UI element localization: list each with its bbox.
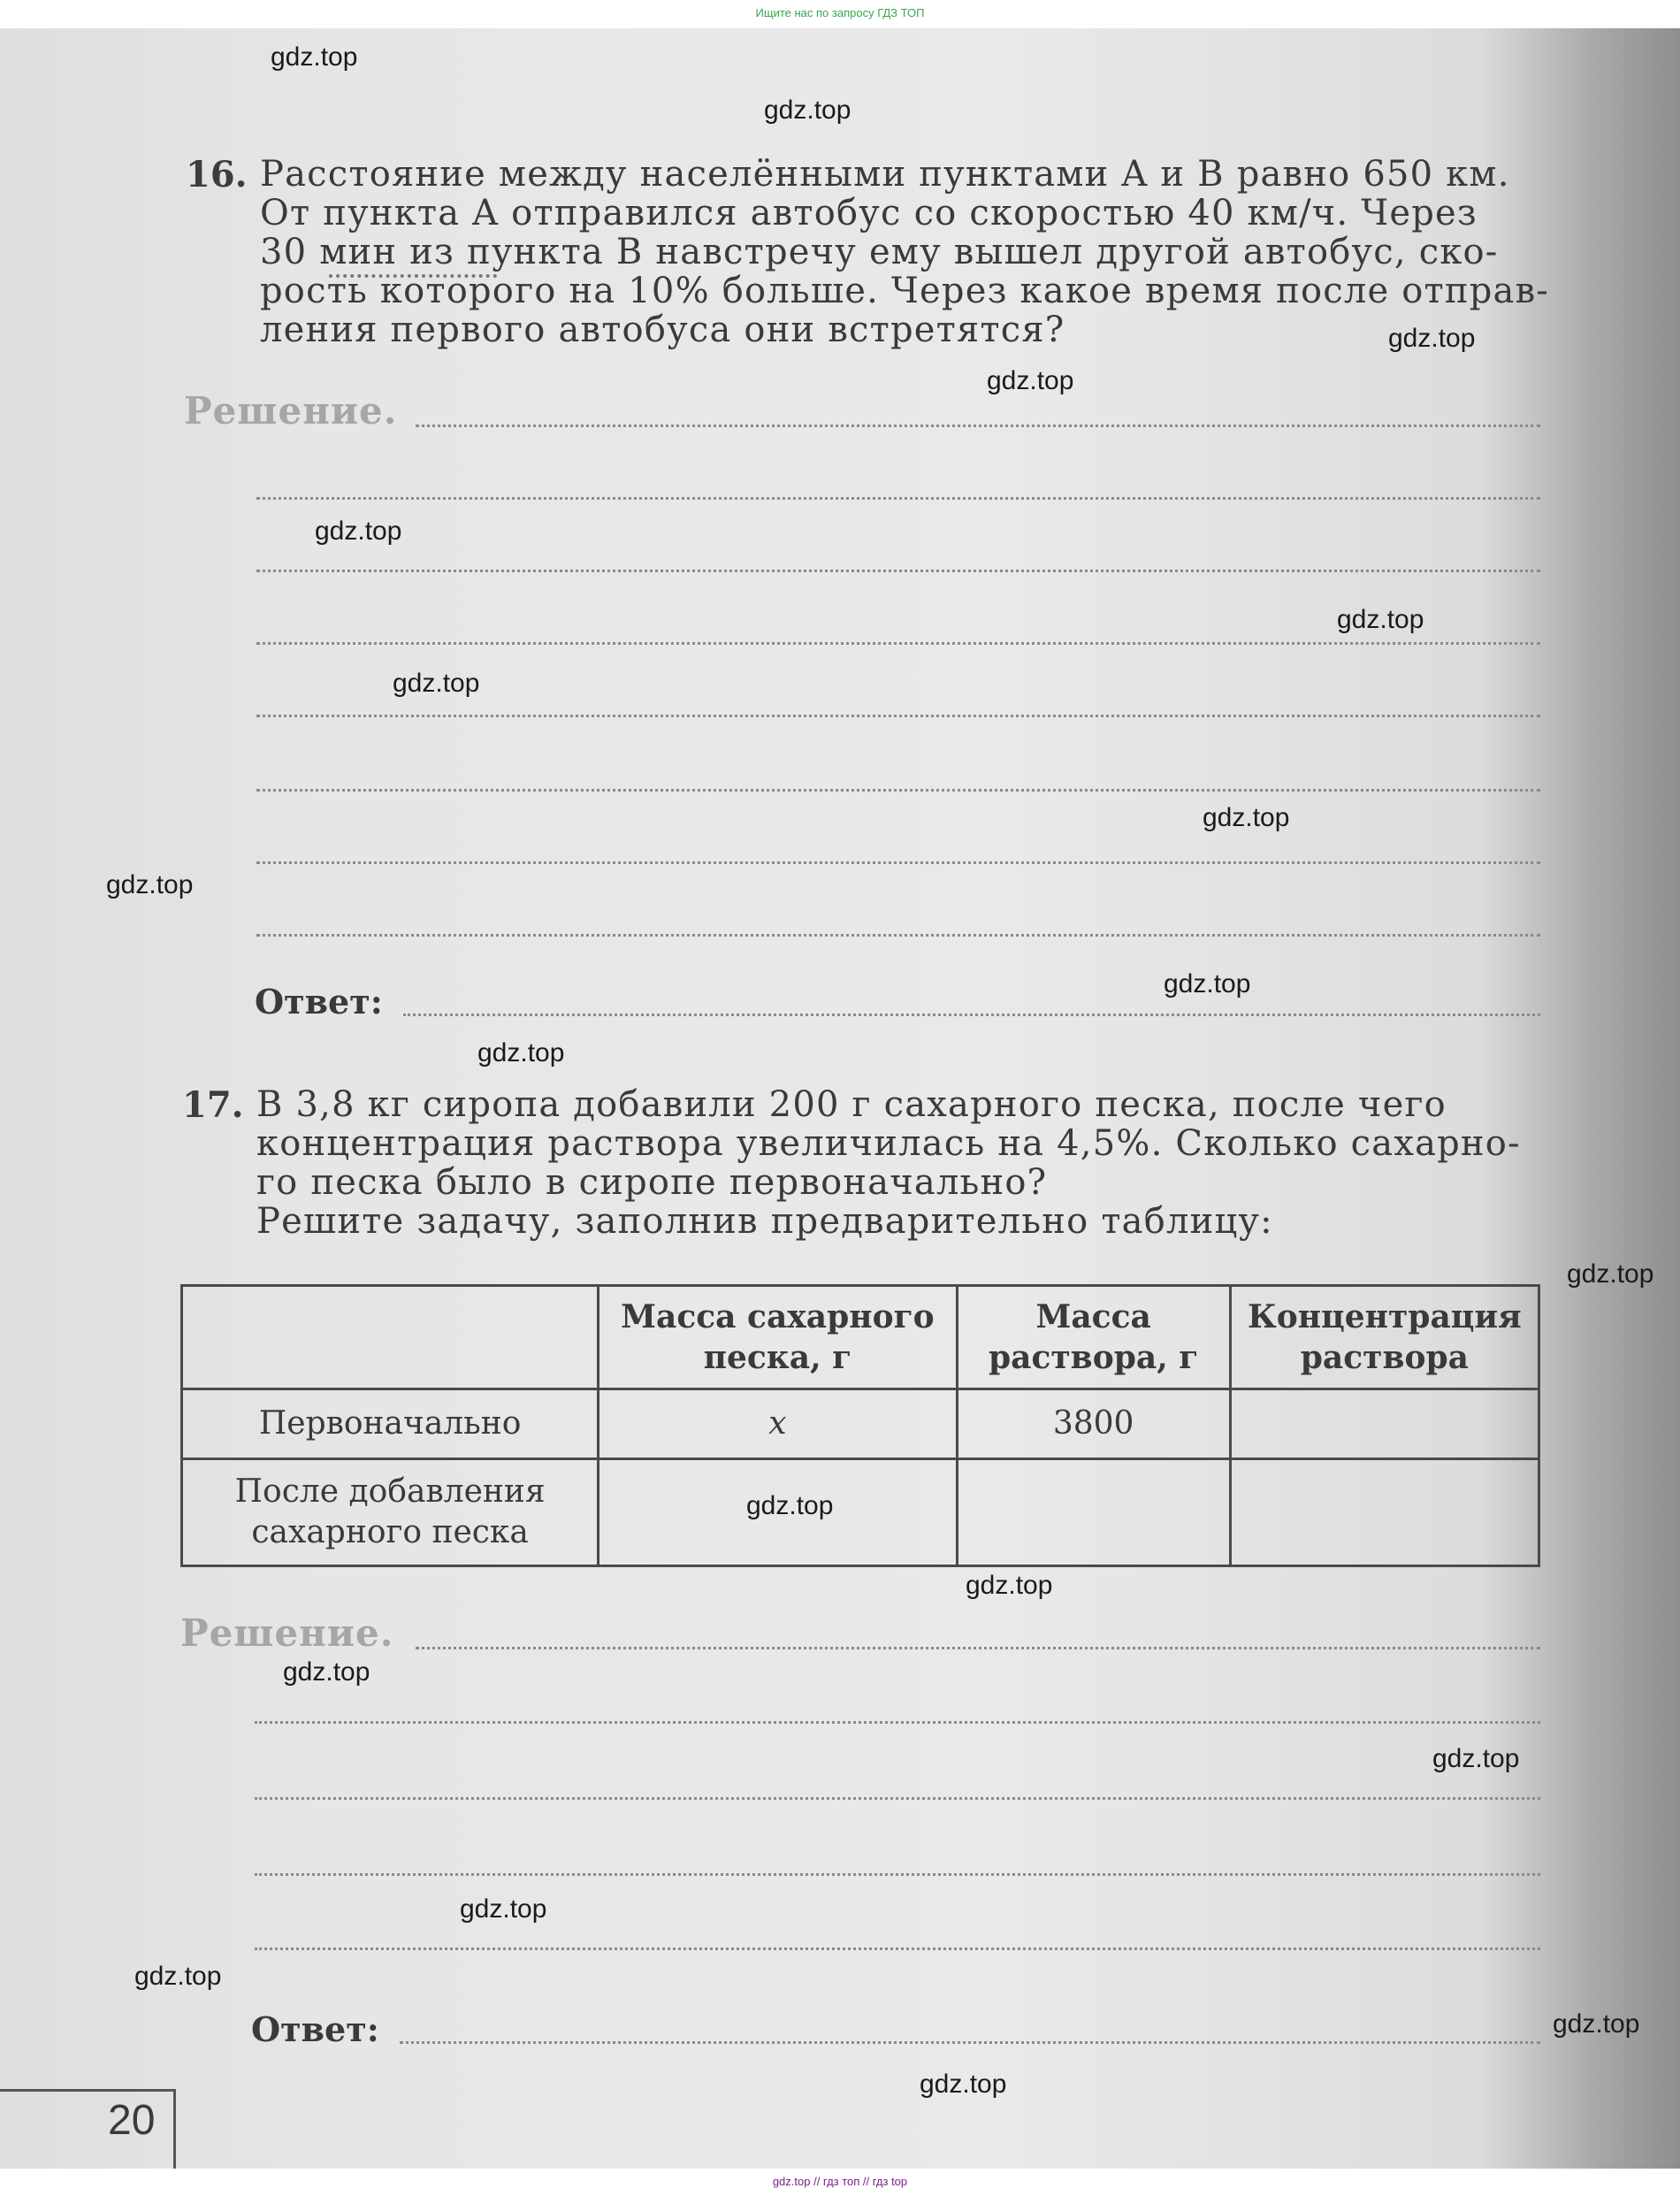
table-cell[interactable] — [957, 1459, 1230, 1566]
watermark: gdz.top — [271, 42, 358, 72]
answer-line[interactable] — [400, 2041, 1540, 2044]
answer-line[interactable] — [255, 1721, 1540, 1724]
bottom-banner[interactable]: gdz.top // гдз топ // гдз top — [772, 2175, 908, 2188]
watermark: gdz.top — [106, 870, 194, 899]
watermark: gdz.top — [1164, 969, 1251, 999]
task-17-line-4: Решите задачу, заполнив предварительно таблицу: — [256, 1201, 1273, 1242]
task-17-solution-label: Решение. — [180, 1611, 394, 1655]
watermark: gdz.top — [283, 1657, 370, 1687]
watermark: gdz.top — [393, 669, 480, 698]
task-16-line-5: ления первого автобуса они встретятся? — [260, 310, 1065, 350]
answer-line[interactable] — [256, 570, 1540, 572]
answer-line[interactable] — [256, 497, 1540, 500]
textbook-page — [0, 28, 1680, 2169]
table-row — [182, 1459, 1539, 1566]
watermark: gdz.top — [1203, 803, 1290, 832]
watermark: gdz.top — [920, 2070, 1007, 2099]
task-16-answer-label: Ответ: — [255, 982, 383, 1021]
answer-line[interactable] — [256, 934, 1540, 937]
task-17-line-1: В 3,8 кг сиропа добавили 200 г сахарного песка, после чего — [256, 1084, 1447, 1125]
answer-line[interactable] — [256, 715, 1540, 717]
watermark: gdz.top — [134, 1962, 222, 1991]
watermark: gdz.top — [1567, 1259, 1654, 1289]
table-header-cell: Масса раствора, г — [957, 1286, 1230, 1389]
task-17-answer-label: Ответ: — [251, 2009, 379, 2049]
table-cell[interactable] — [1230, 1459, 1539, 1566]
answer-line[interactable] — [403, 1014, 1540, 1016]
answer-line[interactable] — [255, 1797, 1540, 1800]
answer-line[interactable] — [255, 1873, 1540, 1876]
answer-line[interactable] — [255, 1947, 1540, 1950]
task-16-solution-label: Решение. — [184, 389, 398, 432]
answer-line[interactable] — [256, 861, 1540, 864]
answer-line[interactable] — [416, 1647, 1540, 1649]
task-16-line-3: 30 мин из пункта B навстречу ему вышел другой автобус, ско- — [260, 232, 1499, 272]
answer-line[interactable] — [416, 425, 1540, 427]
watermark: gdz.top — [1337, 605, 1424, 634]
concentration-table — [180, 1284, 1540, 1567]
table-header-cell — [182, 1286, 599, 1389]
watermark: gdz.top — [746, 1491, 834, 1520]
table-cell: После добавления сахарного песка — [182, 1459, 599, 1566]
table-header-row — [182, 1286, 1539, 1389]
watermark: gdz.top — [966, 1571, 1053, 1600]
table-cell[interactable] — [1230, 1389, 1539, 1459]
table-cell: Первоначально — [182, 1389, 599, 1459]
task-16-number: 16. — [186, 154, 248, 195]
watermark: gdz.top — [460, 1894, 547, 1924]
task-16-line-1: Расстояние между населёнными пунктами A и B равно 650 км. — [260, 154, 1510, 195]
task-16-line-4: рость которого на 10% больше. Через какое время после отправ- — [260, 271, 1550, 311]
watermark: gdz.top — [1553, 2009, 1640, 2039]
watermark: gdz.top — [987, 366, 1074, 395]
watermark: gdz.top — [315, 516, 402, 546]
answer-line[interactable] — [256, 642, 1540, 645]
table-row — [182, 1389, 1539, 1459]
table-cell[interactable]: x — [599, 1389, 957, 1459]
watermark: gdz.top — [1432, 1744, 1520, 1773]
table-cell[interactable]: 3800 — [957, 1389, 1230, 1459]
watermark: gdz.top — [477, 1038, 565, 1067]
task-17-line-2: концентрация раствора увеличилась на 4,5%. Сколько сахарно- — [256, 1123, 1521, 1164]
task-16-line-2: От пункта A отправился автобус со скоростью 40 км/ч. Через — [260, 193, 1478, 233]
task-17-number: 17. — [182, 1084, 244, 1126]
watermark: gdz.top — [1388, 324, 1476, 353]
page-number: 20 — [108, 2097, 156, 2144]
task-17-line-3: го песка было в сиропе первоначально? — [256, 1162, 1048, 1203]
table-header-cell: Концентрация раствора — [1230, 1286, 1539, 1389]
table-header-cell: Масса сахарного песка, г — [599, 1286, 957, 1389]
watermark: gdz.top — [764, 96, 851, 125]
top-banner[interactable]: Ищите нас по запросу ГДЗ ТОП — [755, 6, 925, 19]
answer-line[interactable] — [256, 789, 1540, 792]
